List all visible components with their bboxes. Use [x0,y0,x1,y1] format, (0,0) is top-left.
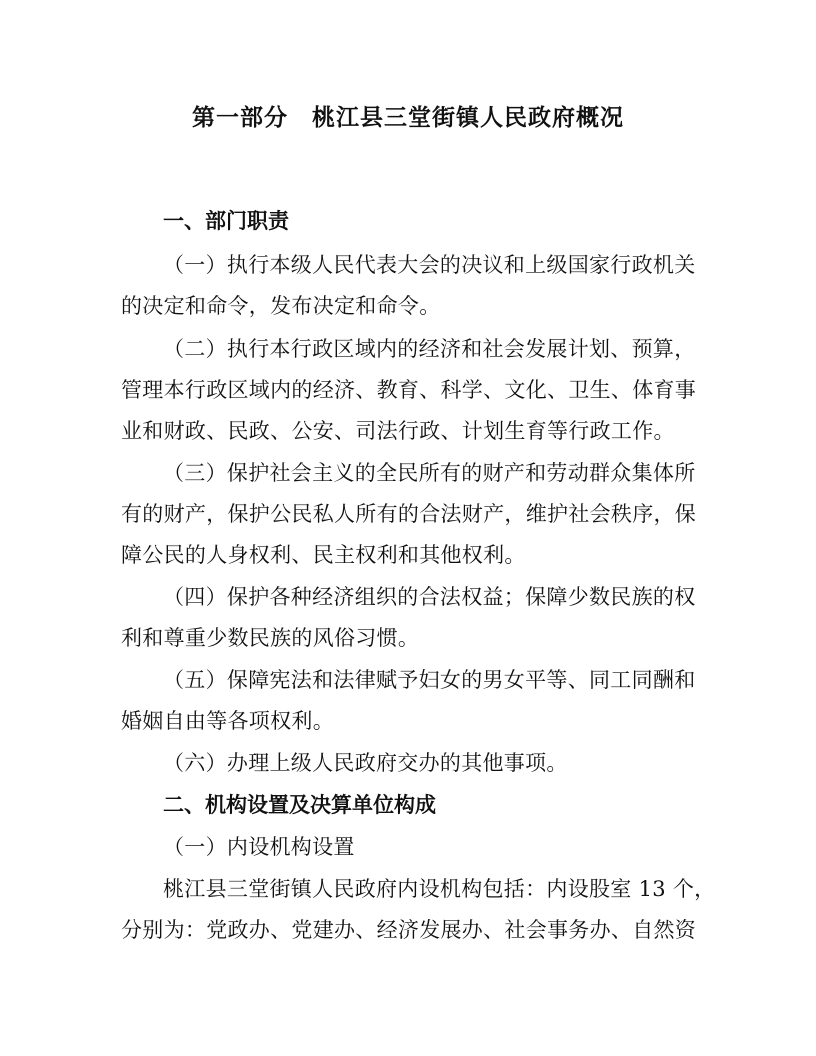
paragraph-line: 管理本行政区域内的经济、教育、科学、文化、卫生、体育事 [121,378,697,402]
paragraph-line: 的决定和命令，发布决定和命令。 [121,294,441,318]
subsection-heading: （一）内设机构设置 [163,835,355,859]
paragraph-line: （四）保护各种经济组织的合法权益；保障少数民族的权 [163,585,696,609]
paragraph-line: （六）办理上级人民政府交办的其他事项。 [163,751,568,775]
section-heading-duties: 一、部门职责 [163,208,289,233]
paragraph-line: 分别为：党政办、党建办、经济发展办、社会事务办、自然资 [121,918,697,942]
paragraph-line: （五）保障宪法和法律赋予妇女的男女平等、同工同酬和 [163,668,696,692]
paragraph-line: （一）执行本级人民代表大会的决议和上级国家行政机关 [163,253,696,277]
section-heading-structure: 二、机构设置及决算单位构成 [163,792,436,817]
paragraph-line: 利和尊重少数民族的风俗习惯。 [121,626,420,650]
document-title: 第一部分 桃江县三堂街镇人民政府概况 [192,104,624,131]
paragraph-line: （三）保护社会主义的全民所有的财产和劳动群众集体所 [163,461,696,485]
paragraph-line: 业和财政、民政、公安、司法行政、计划生育等行政工作。 [121,419,675,443]
paragraph-line: 婚姻自由等各项权利。 [121,709,334,733]
paragraph-line: （二）执行本行政区域内的经济和社会发展计划、预算， [163,337,696,361]
paragraph-line: 桃江县三堂街镇人民政府内设机构包括：内设股室 13 个， [163,877,716,901]
paragraph-line: 有的财产，保护公民私人所有的合法财产，维护社会秩序，保 [121,502,697,526]
paragraph-line: 障公民的人身权利、民主权利和其他权利。 [121,543,526,567]
